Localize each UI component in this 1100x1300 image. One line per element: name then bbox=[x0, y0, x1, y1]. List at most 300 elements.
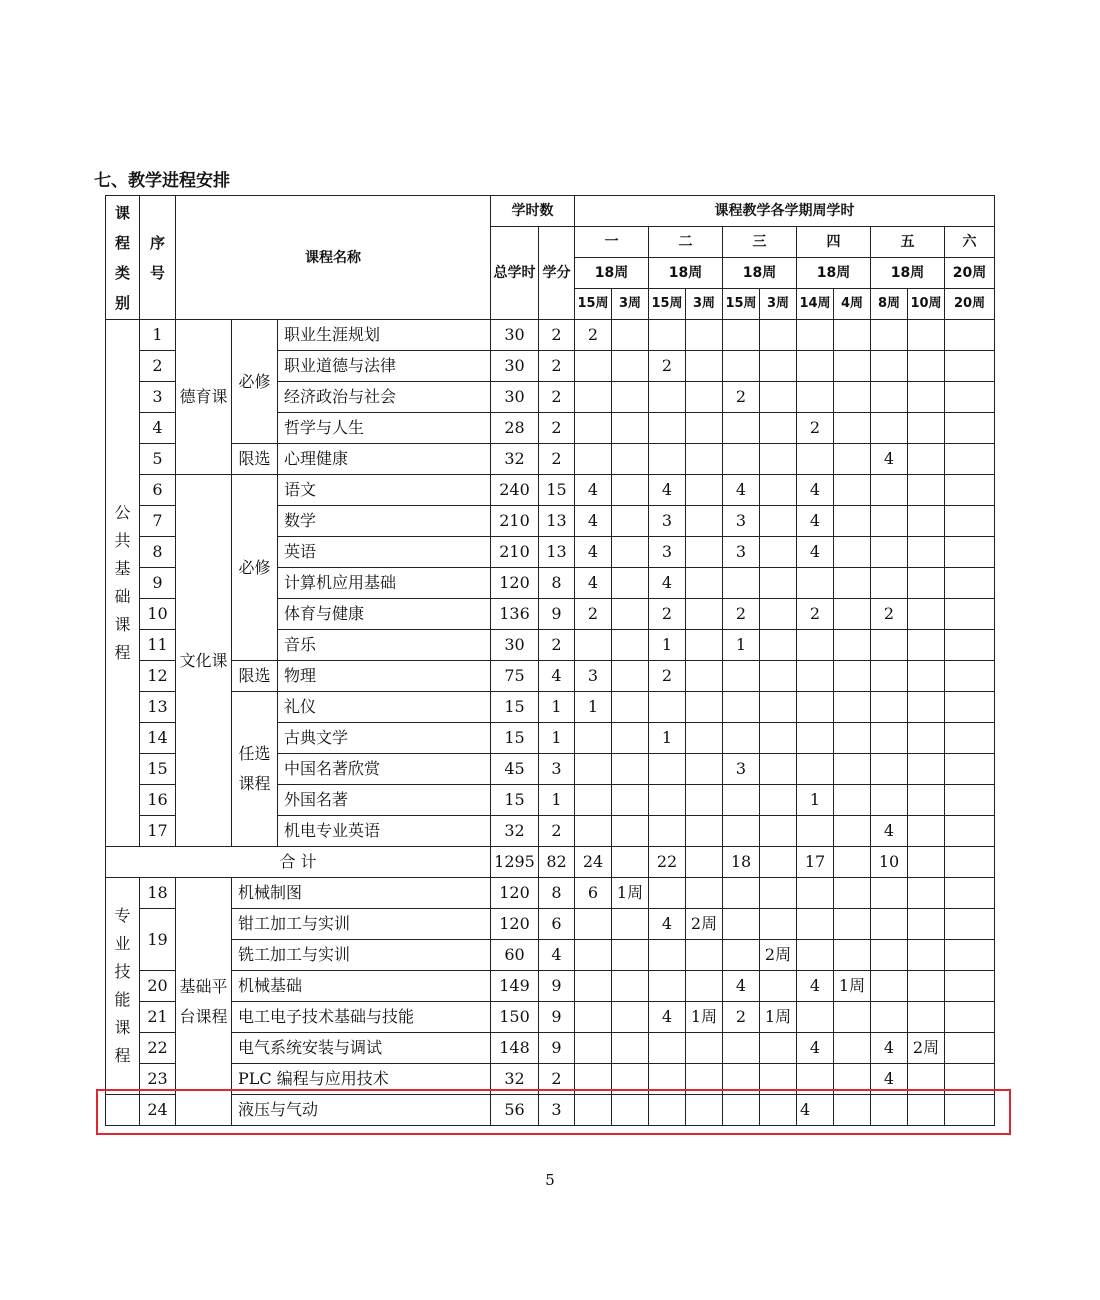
course-name: 液压与气动 bbox=[232, 1095, 491, 1126]
page-number: 5 bbox=[545, 1171, 555, 1189]
course-name: 礼仪 bbox=[278, 692, 491, 723]
week-hours-cell: 3 bbox=[649, 506, 686, 537]
course-name: 机械基础 bbox=[232, 971, 491, 1002]
week-hours-cell bbox=[834, 630, 871, 661]
semester-1-sub-a: 15周 bbox=[575, 289, 612, 320]
week-hours-cell bbox=[575, 444, 612, 475]
week-hours-cell bbox=[945, 754, 995, 785]
week-hours-cell bbox=[723, 723, 760, 754]
week-hours-cell bbox=[686, 971, 723, 1002]
week-hours-cell bbox=[612, 1033, 649, 1064]
week-hours-cell bbox=[686, 413, 723, 444]
week-hours-cell bbox=[575, 1002, 612, 1033]
week-hours-cell bbox=[760, 661, 797, 692]
week-hours-cell bbox=[834, 692, 871, 723]
week-hours-cell bbox=[686, 723, 723, 754]
week-hours-cell bbox=[834, 1033, 871, 1064]
row-seq: 5 bbox=[140, 444, 176, 475]
week-hours-cell bbox=[612, 723, 649, 754]
week-hours-cell bbox=[686, 878, 723, 909]
credits: 2 bbox=[539, 816, 575, 847]
week-hours-cell: 2 bbox=[575, 320, 612, 351]
total-hours: 60 bbox=[491, 940, 539, 971]
week-hours-cell bbox=[760, 847, 797, 878]
semester-4-weeks: 18周 bbox=[797, 258, 871, 289]
credits: 13 bbox=[539, 506, 575, 537]
week-hours-cell bbox=[649, 878, 686, 909]
week-hours-cell bbox=[908, 475, 945, 506]
week-hours-cell bbox=[760, 1033, 797, 1064]
week-hours-cell bbox=[945, 475, 995, 506]
week-hours-cell bbox=[760, 692, 797, 723]
week-hours-cell: 2 bbox=[575, 599, 612, 630]
highlight-box bbox=[96, 1089, 1011, 1135]
week-hours-cell bbox=[834, 816, 871, 847]
total-hours: 148 bbox=[491, 1033, 539, 1064]
header-row-1 bbox=[106, 196, 995, 227]
week-hours-cell bbox=[649, 940, 686, 971]
week-hours-cell bbox=[871, 351, 908, 382]
week-hours-cell: 6 bbox=[575, 878, 612, 909]
week-hours-cell bbox=[760, 320, 797, 351]
week-hours-cell: 24 bbox=[575, 847, 612, 878]
table-row bbox=[106, 692, 995, 723]
week-hours-cell bbox=[612, 413, 649, 444]
credits: 6 bbox=[539, 909, 575, 940]
category-professional: 专 业 技 能 课 程 bbox=[106, 878, 140, 1095]
semester-5-label: 五 bbox=[871, 227, 945, 258]
semester-6-label: 六 bbox=[945, 227, 995, 258]
week-hours-cell: 4 bbox=[797, 1095, 834, 1126]
week-hours-cell bbox=[834, 506, 871, 537]
week-hours-cell bbox=[834, 909, 871, 940]
week-hours-cell: 2 bbox=[723, 599, 760, 630]
week-hours-cell: 2周 bbox=[760, 940, 797, 971]
week-hours-cell: 1周 bbox=[612, 878, 649, 909]
week-hours-cell bbox=[686, 940, 723, 971]
course-name: 机械制图 bbox=[232, 878, 491, 909]
week-hours-cell bbox=[908, 940, 945, 971]
row-seq: 18 bbox=[140, 878, 176, 909]
week-hours-cell: 4 bbox=[797, 506, 834, 537]
week-hours-cell bbox=[723, 816, 760, 847]
row-seq: 8 bbox=[140, 537, 176, 568]
row-seq: 9 bbox=[140, 568, 176, 599]
semester-1-weeks: 18周 bbox=[575, 258, 649, 289]
credits: 82 bbox=[539, 847, 575, 878]
week-hours-cell bbox=[723, 940, 760, 971]
week-hours-cell bbox=[797, 444, 834, 475]
credits: 2 bbox=[539, 1064, 575, 1095]
credits: 9 bbox=[539, 599, 575, 630]
week-hours-cell bbox=[871, 785, 908, 816]
week-hours-cell bbox=[871, 413, 908, 444]
total-hours: 75 bbox=[491, 661, 539, 692]
week-hours-cell: 4 bbox=[797, 971, 834, 1002]
week-hours-cell bbox=[945, 630, 995, 661]
type-limited: 限选 bbox=[232, 661, 278, 692]
week-hours-cell bbox=[945, 661, 995, 692]
week-hours-cell bbox=[945, 847, 995, 878]
week-hours-cell bbox=[686, 444, 723, 475]
week-hours-cell bbox=[612, 909, 649, 940]
week-hours-cell bbox=[723, 661, 760, 692]
week-hours-cell bbox=[686, 816, 723, 847]
week-hours-cell bbox=[908, 785, 945, 816]
week-hours-cell bbox=[945, 413, 995, 444]
week-hours-cell: 1周 bbox=[686, 1002, 723, 1033]
week-hours-cell bbox=[908, 909, 945, 940]
table-row bbox=[106, 909, 995, 940]
header-semester-group: 课程教学各学期周学时 bbox=[575, 196, 995, 227]
week-hours-cell bbox=[612, 506, 649, 537]
row-seq: 7 bbox=[140, 506, 176, 537]
week-hours-cell bbox=[686, 692, 723, 723]
course-name: 机电专业英语 bbox=[278, 816, 491, 847]
table-row bbox=[106, 878, 995, 909]
credits: 9 bbox=[539, 971, 575, 1002]
week-hours-cell bbox=[723, 320, 760, 351]
week-hours-cell bbox=[871, 506, 908, 537]
semester-5-sub-a: 8周 bbox=[871, 289, 908, 320]
week-hours-cell bbox=[908, 754, 945, 785]
week-hours-cell bbox=[908, 847, 945, 878]
header-category: 课 程 类 别 bbox=[106, 196, 140, 320]
semester-2-label: 二 bbox=[649, 227, 723, 258]
total-hours: 149 bbox=[491, 971, 539, 1002]
week-hours-cell bbox=[908, 1002, 945, 1033]
week-hours-cell bbox=[908, 599, 945, 630]
semester-3-sub-a: 15周 bbox=[723, 289, 760, 320]
row-seq: 17 bbox=[140, 816, 176, 847]
course-name: 哲学与人生 bbox=[278, 413, 491, 444]
week-hours-cell bbox=[797, 909, 834, 940]
week-hours-cell bbox=[945, 382, 995, 413]
week-hours-cell bbox=[945, 909, 995, 940]
week-hours-cell bbox=[686, 785, 723, 816]
week-hours-cell bbox=[575, 785, 612, 816]
week-hours-cell bbox=[797, 940, 834, 971]
week-hours-cell bbox=[575, 630, 612, 661]
total-hours: 28 bbox=[491, 413, 539, 444]
week-hours-cell: 3 bbox=[723, 537, 760, 568]
row-seq: 6 bbox=[140, 475, 176, 506]
credits: 4 bbox=[539, 940, 575, 971]
week-hours-cell: 4 bbox=[649, 568, 686, 599]
week-hours-cell bbox=[686, 382, 723, 413]
week-hours-cell bbox=[945, 320, 995, 351]
week-hours-cell bbox=[612, 692, 649, 723]
week-hours-cell: 1 bbox=[797, 785, 834, 816]
week-hours-cell: 3 bbox=[723, 754, 760, 785]
week-hours-cell bbox=[575, 940, 612, 971]
week-hours-cell: 22 bbox=[649, 847, 686, 878]
week-hours-cell bbox=[834, 785, 871, 816]
course-name: 经济政治与社会 bbox=[278, 382, 491, 413]
week-hours-cell bbox=[797, 661, 834, 692]
row-seq: 16 bbox=[140, 785, 176, 816]
week-hours-cell bbox=[945, 878, 995, 909]
week-hours-cell bbox=[760, 971, 797, 1002]
schedule-table-body bbox=[106, 196, 995, 1126]
week-hours-cell bbox=[797, 382, 834, 413]
table-row bbox=[106, 1002, 995, 1033]
credits: 8 bbox=[539, 568, 575, 599]
subgroup-moral: 德育课 bbox=[176, 320, 232, 475]
week-hours-cell bbox=[686, 475, 723, 506]
subtotal-row bbox=[106, 847, 995, 878]
week-hours-cell: 4 bbox=[649, 475, 686, 506]
week-hours-cell bbox=[797, 1002, 834, 1033]
week-hours-cell bbox=[760, 754, 797, 785]
week-hours-cell bbox=[908, 661, 945, 692]
row-seq: 12 bbox=[140, 661, 176, 692]
course-name: 电气系统安装与调试 bbox=[232, 1033, 491, 1064]
week-hours-cell bbox=[797, 723, 834, 754]
week-hours-cell: 10 bbox=[871, 847, 908, 878]
week-hours-cell bbox=[871, 909, 908, 940]
week-hours-cell: 1周 bbox=[834, 971, 871, 1002]
week-hours-cell bbox=[723, 878, 760, 909]
credits: 2 bbox=[539, 351, 575, 382]
week-hours-cell bbox=[871, 382, 908, 413]
week-hours-cell bbox=[908, 971, 945, 1002]
total-hours: 30 bbox=[491, 382, 539, 413]
total-hours: 32 bbox=[491, 1064, 539, 1095]
week-hours-cell bbox=[575, 1033, 612, 1064]
course-name: 中国名著欣赏 bbox=[278, 754, 491, 785]
course-name: 心理健康 bbox=[278, 444, 491, 475]
total-hours: 150 bbox=[491, 1002, 539, 1033]
credits: 3 bbox=[539, 1095, 575, 1126]
week-hours-cell bbox=[575, 971, 612, 1002]
week-hours-cell bbox=[760, 537, 797, 568]
credits: 2 bbox=[539, 444, 575, 475]
week-hours-cell bbox=[575, 413, 612, 444]
week-hours-cell bbox=[834, 568, 871, 599]
row-seq: 4 bbox=[140, 413, 176, 444]
week-hours-cell bbox=[871, 940, 908, 971]
week-hours-cell bbox=[612, 351, 649, 382]
subgroup-culture: 文化课 bbox=[176, 475, 232, 847]
semester-6-sub-a: 20周 bbox=[945, 289, 995, 320]
week-hours-cell bbox=[797, 351, 834, 382]
row-seq: 13 bbox=[140, 692, 176, 723]
credits: 15 bbox=[539, 475, 575, 506]
total-hours: 120 bbox=[491, 909, 539, 940]
week-hours-cell bbox=[686, 537, 723, 568]
week-hours-cell bbox=[686, 661, 723, 692]
week-hours-cell: 4 bbox=[871, 816, 908, 847]
semester-2-weeks: 18周 bbox=[649, 258, 723, 289]
week-hours-cell: 2 bbox=[797, 413, 834, 444]
week-hours-cell bbox=[834, 754, 871, 785]
week-hours-cell: 4 bbox=[723, 475, 760, 506]
type-required: 必修 bbox=[232, 475, 278, 661]
week-hours-cell bbox=[797, 630, 834, 661]
week-hours-cell bbox=[612, 816, 649, 847]
row-seq: 15 bbox=[140, 754, 176, 785]
course-name: 职业道德与法律 bbox=[278, 351, 491, 382]
week-hours-cell bbox=[575, 351, 612, 382]
week-hours-cell bbox=[834, 413, 871, 444]
total-hours: 32 bbox=[491, 816, 539, 847]
course-name: 语文 bbox=[278, 475, 491, 506]
semester-6-weeks: 20周 bbox=[945, 258, 995, 289]
week-hours-cell bbox=[871, 537, 908, 568]
week-hours-cell bbox=[612, 599, 649, 630]
week-hours-cell bbox=[908, 816, 945, 847]
credits: 1 bbox=[539, 723, 575, 754]
course-name: 英语 bbox=[278, 537, 491, 568]
week-hours-cell bbox=[908, 568, 945, 599]
week-hours-cell bbox=[612, 971, 649, 1002]
course-name: 数学 bbox=[278, 506, 491, 537]
table-row bbox=[106, 475, 995, 506]
header-hours-group: 学时数 bbox=[491, 196, 575, 227]
credits: 9 bbox=[539, 1033, 575, 1064]
week-hours-cell bbox=[760, 599, 797, 630]
week-hours-cell bbox=[797, 878, 834, 909]
week-hours-cell bbox=[723, 909, 760, 940]
row-seq: 19 bbox=[140, 909, 176, 971]
week-hours-cell bbox=[760, 785, 797, 816]
semester-5-weeks: 18周 bbox=[871, 258, 945, 289]
week-hours-cell bbox=[649, 444, 686, 475]
week-hours-cell: 1 bbox=[723, 630, 760, 661]
week-hours-cell bbox=[834, 723, 871, 754]
course-name: 铣工加工与实训 bbox=[232, 940, 491, 971]
week-hours-cell bbox=[760, 909, 797, 940]
week-hours-cell bbox=[686, 630, 723, 661]
subgroup-platform: 基础平台课程 bbox=[176, 878, 232, 1126]
week-hours-cell bbox=[797, 754, 834, 785]
week-hours-cell bbox=[871, 971, 908, 1002]
total-hours: 30 bbox=[491, 351, 539, 382]
credits: 4 bbox=[539, 661, 575, 692]
week-hours-cell bbox=[612, 847, 649, 878]
row-seq: 1 bbox=[140, 320, 176, 351]
week-hours-cell: 2 bbox=[649, 599, 686, 630]
week-hours-cell bbox=[760, 475, 797, 506]
week-hours-cell bbox=[649, 413, 686, 444]
course-name: 电工电子技术基础与技能 bbox=[232, 1002, 491, 1033]
week-hours-cell bbox=[908, 320, 945, 351]
table-row bbox=[106, 940, 995, 971]
table-row bbox=[106, 1033, 995, 1064]
week-hours-cell: 4 bbox=[575, 568, 612, 599]
week-hours-cell: 4 bbox=[871, 444, 908, 475]
week-hours-cell: 2周 bbox=[686, 909, 723, 940]
week-hours-cell: 2周 bbox=[908, 1033, 945, 1064]
week-hours-cell: 2 bbox=[871, 599, 908, 630]
week-hours-cell bbox=[945, 599, 995, 630]
week-hours-cell bbox=[723, 568, 760, 599]
week-hours-cell bbox=[945, 537, 995, 568]
week-hours-cell bbox=[760, 568, 797, 599]
week-hours-cell bbox=[834, 599, 871, 630]
week-hours-cell: 4 bbox=[575, 506, 612, 537]
week-hours-cell bbox=[908, 382, 945, 413]
course-name: 外国名著 bbox=[278, 785, 491, 816]
subtotal-label: 合 计 bbox=[106, 847, 491, 878]
week-hours-cell bbox=[945, 971, 995, 1002]
week-hours-cell: 17 bbox=[797, 847, 834, 878]
week-hours-cell bbox=[871, 878, 908, 909]
week-hours-cell bbox=[612, 444, 649, 475]
week-hours-cell bbox=[945, 1033, 995, 1064]
week-hours-cell bbox=[723, 1033, 760, 1064]
week-hours-cell bbox=[649, 785, 686, 816]
week-hours-cell bbox=[649, 971, 686, 1002]
week-hours-cell bbox=[575, 754, 612, 785]
week-hours-cell bbox=[760, 630, 797, 661]
semester-3-weeks: 18周 bbox=[723, 258, 797, 289]
week-hours-cell bbox=[834, 1002, 871, 1033]
table-row bbox=[106, 661, 995, 692]
week-hours-cell bbox=[945, 940, 995, 971]
table-row bbox=[106, 971, 995, 1002]
credits: 1 bbox=[539, 692, 575, 723]
total-hours: 45 bbox=[491, 754, 539, 785]
semester-4-sub-a: 14周 bbox=[797, 289, 834, 320]
week-hours-cell: 4 bbox=[723, 971, 760, 1002]
week-hours-cell bbox=[649, 1033, 686, 1064]
week-hours-cell bbox=[723, 444, 760, 475]
week-hours-cell bbox=[834, 475, 871, 506]
credits: 13 bbox=[539, 537, 575, 568]
semester-4-sub-b: 4周 bbox=[834, 289, 871, 320]
week-hours-cell: 2 bbox=[723, 382, 760, 413]
week-hours-cell: 4 bbox=[871, 1033, 908, 1064]
week-hours-cell bbox=[760, 816, 797, 847]
course-name: 职业生涯规划 bbox=[278, 320, 491, 351]
week-hours-cell bbox=[908, 723, 945, 754]
row-seq: 2 bbox=[140, 351, 176, 382]
week-hours-cell bbox=[834, 537, 871, 568]
week-hours-cell: 2 bbox=[797, 599, 834, 630]
week-hours-cell bbox=[871, 630, 908, 661]
week-hours-cell bbox=[649, 692, 686, 723]
total-hours: 32 bbox=[491, 444, 539, 475]
week-hours-cell bbox=[612, 382, 649, 413]
week-hours-cell bbox=[686, 847, 723, 878]
week-hours-cell bbox=[760, 351, 797, 382]
week-hours-cell bbox=[612, 940, 649, 971]
week-hours-cell bbox=[760, 413, 797, 444]
total-hours: 210 bbox=[491, 537, 539, 568]
week-hours-cell bbox=[612, 320, 649, 351]
course-name: PLC 编程与应用技术 bbox=[232, 1064, 491, 1095]
week-hours-cell bbox=[612, 568, 649, 599]
week-hours-cell bbox=[797, 568, 834, 599]
course-name: 体育与健康 bbox=[278, 599, 491, 630]
week-hours-cell bbox=[612, 1002, 649, 1033]
week-hours-cell bbox=[871, 475, 908, 506]
week-hours-cell: 2 bbox=[723, 1002, 760, 1033]
week-hours-cell bbox=[686, 320, 723, 351]
week-hours-cell bbox=[612, 661, 649, 692]
week-hours-cell bbox=[575, 723, 612, 754]
week-hours-cell bbox=[575, 909, 612, 940]
row-seq: 24 bbox=[140, 1095, 176, 1126]
teaching-schedule-table bbox=[105, 195, 995, 1126]
week-hours-cell bbox=[908, 413, 945, 444]
credits: 2 bbox=[539, 382, 575, 413]
total-hours: 240 bbox=[491, 475, 539, 506]
week-hours-cell bbox=[686, 599, 723, 630]
week-hours-cell: 3 bbox=[575, 661, 612, 692]
